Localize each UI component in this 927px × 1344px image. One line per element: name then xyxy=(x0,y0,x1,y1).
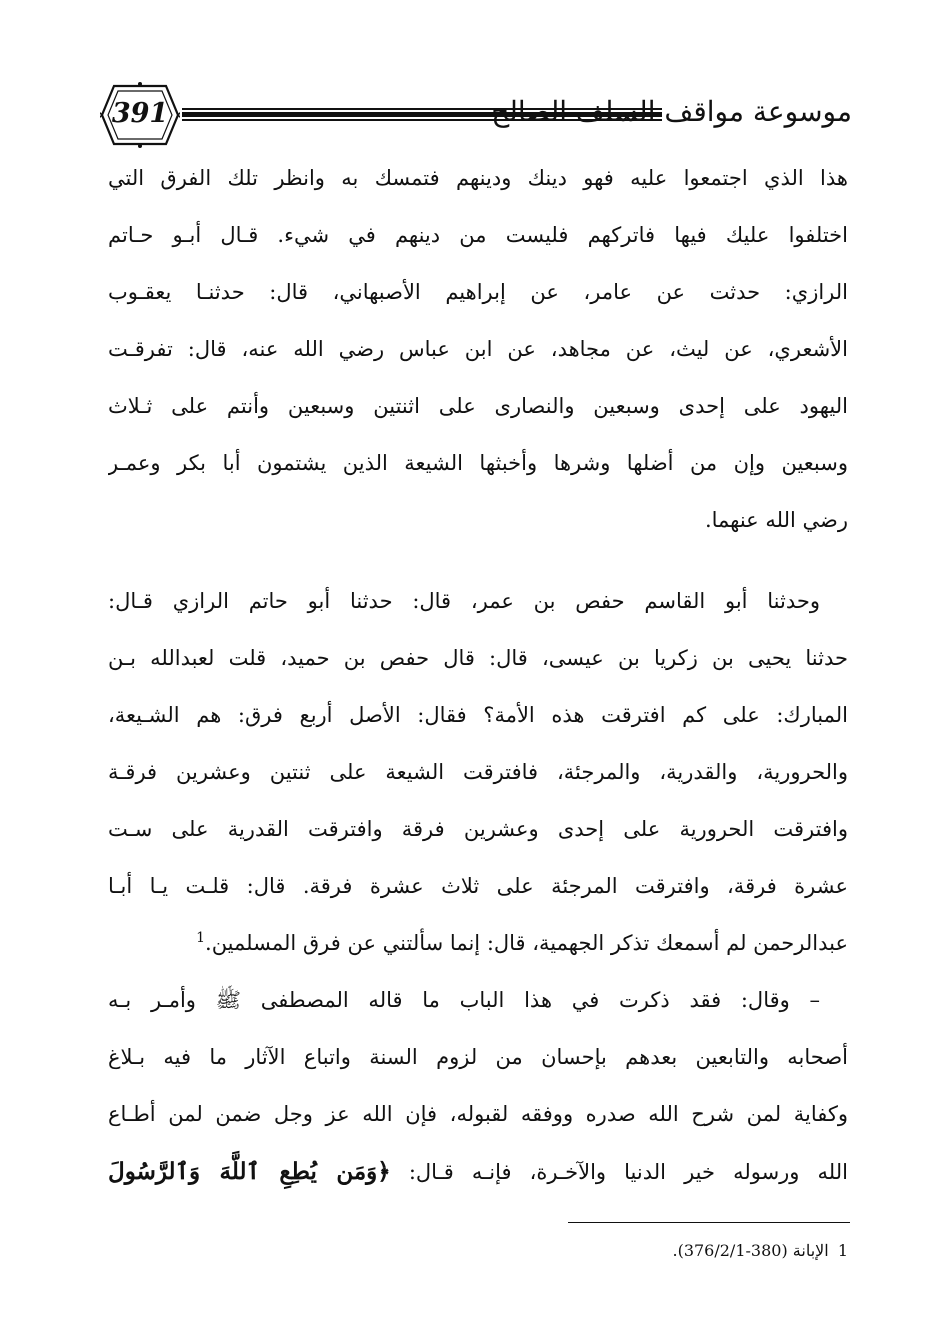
text-line: المبارك: على كم افترقت هذه الأمة؟ فقال: الأصل أربع فرق: هم الشـيعة، xyxy=(108,703,848,727)
footnote-divider xyxy=(568,1222,850,1223)
text-line: وكفاية لمن شرح الله صدره ووفقه لقبوله، فإن الله عز وجل ضمن لمن أطـاع xyxy=(108,1102,848,1126)
text-line: – وقال: فقد ذكرت في هذا الباب ما قاله المصطفى ﷺ وأمـر بـه xyxy=(108,988,820,1012)
footnote-reference[interactable]: 1 xyxy=(196,930,206,946)
text-line: عشرة فرقة، وافترقت المرجئة على ثلاث عشرة فرقة. قال: قلـت يـا أبـا xyxy=(108,874,848,898)
text-line: وسبعين وإن من أضلها وشرها وأخبثها الشيعة الذين يشتمون أبا بكر وعمـر xyxy=(108,451,848,475)
text-line-with-quran xyxy=(108,1143,848,1200)
text-line-with-footnote xyxy=(108,915,848,972)
footnote-number: 1 xyxy=(837,1241,848,1260)
text-line: رضي الله عنهما. xyxy=(704,508,848,532)
text-line: الأشعري، عن ليث، عن مجاهد، عن ابن عباس رضي الله عنه، قال: تفرقـت xyxy=(108,337,848,361)
text-line: وافترقت الحرورية على إحدى وعشرين فرقة وافترقت القدرية على سـت xyxy=(108,817,848,841)
page-number-badge xyxy=(100,78,180,152)
text-line: اختلفوا عليك فيها فاتركهم فليست من دينهم في شيء. قـال أبـو حـاتم xyxy=(108,223,848,247)
footnote xyxy=(400,1238,848,1264)
text-line: عبدالرحمن لم أسمعك تذكر الجهمية، قال: إنما سألتني عن فرق المسلمين. xyxy=(205,931,848,955)
text-line: حدثنا يحيى بن زكريا بن عيسى، قال: قال حفص بن حميد، قلت لعبدالله بـن xyxy=(108,646,848,670)
page-header xyxy=(100,78,852,152)
text-line: الرازي: حدثت عن عامر، عن إبراهيم الأصبهاني، قال: حدثنـا يعقـوب xyxy=(108,280,848,304)
text-line: أصحابه والتابعين بعدهم بإحسان من لزوم السنة واتباع الآثار ما فيه بـلاغ xyxy=(108,1045,848,1069)
text-line: الله ورسوله خير الدنيا والآخـرة، فإنـه قـال: xyxy=(408,1160,848,1184)
quran-quote: ﴿وَمَن يُطِعِ ٱللَّهَ وَٱلرَّسُولَ xyxy=(108,1158,391,1185)
series-title: موسوعة مواقف السلف الصالح xyxy=(491,95,852,128)
page-number: 391 xyxy=(111,98,169,129)
text-line: اليهود على إحدى وسبعين والنصارى على اثنتين وسبعين وأنتم على ثـلاث xyxy=(108,394,848,418)
text-line: هذا الذي اجتمعوا عليه فهو دينك ودينهم فتمسك به وانظر تلك الفرق التي xyxy=(108,166,848,190)
text-line: والحرورية، والقدرية، والمرجئة، فافترقت الشيعة على ثنتين وعشرين فرقـة xyxy=(108,760,848,784)
footnote-text: الإبانة (380-376/2/1). xyxy=(672,1241,829,1260)
main-text xyxy=(108,150,848,1200)
text-line: وحدثنا أبو القاسم حفص بن عمر، قال: حدثنا أبو حاتم الرازي قـال: xyxy=(108,589,820,613)
